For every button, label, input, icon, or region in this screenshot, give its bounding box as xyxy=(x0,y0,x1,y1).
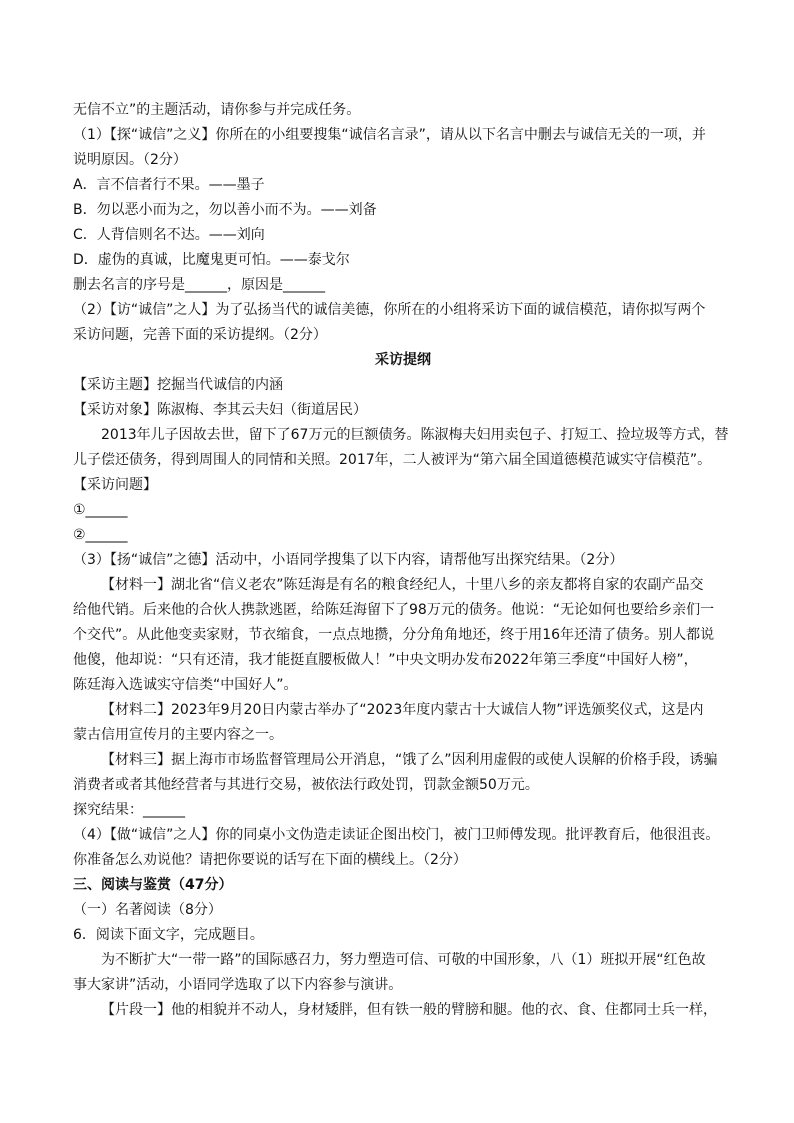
answer-blank-line: 删去名言的序号是______，原因是______ xyxy=(73,277,325,293)
interview-subject: 【采访对象】陈淑梅、李其云夫妇（街道居民） xyxy=(73,402,367,418)
excerpt-1: 【片段一】他的相貌并不动人，身材矮胖，但有铁一般的臂膀和腿。他的衣、食、住都同士兵一样， xyxy=(101,1002,717,1018)
material-1: 【材料一】湖北省“信义老农”陈廷海是有名的粮食经纪人，十里八乡的亲友都将自家的农副产品交 xyxy=(101,577,704,593)
material-3: 【材料三】据上海市市场监督管理局公开消息，“饿了么”因利用虚假的或使人误解的价格手段，诱骗 xyxy=(101,752,718,768)
interview-questions-heading: 【采访问题】 xyxy=(73,477,157,493)
text-line: 陈廷海入选诚实守信类“中国好人”。 xyxy=(73,677,298,693)
option-a: A．言不信者行不果。——墨子 xyxy=(73,177,265,193)
material-2: 【材料二】2023年9月20日内蒙古举办了“2023年度内蒙古十大诚信人物”评选颁奖仪式，这是内 xyxy=(101,702,704,718)
text-line: 个交代”。从此他变卖家财，节衣缩食，一点点地攒，分分角角地还，终于用16年还清了债务。别人都说 xyxy=(73,627,715,643)
question-1-prompt: （1）【探“诚信”之义】你所在的小组要搜集“诚信名言录”，请从以下名言中删去与诚信无关的一项，并 xyxy=(73,127,706,143)
subsection-heading: （一）名著阅读（8分） xyxy=(73,902,222,918)
section-heading: 三、阅读与鉴赏（47分） xyxy=(73,877,233,893)
text-line: 为不断扩大“一带一路”的国际感召力，努力塑造可信、可敬的中国形象，八（1）班拟开展“红色故 xyxy=(101,952,706,968)
option-b: B．勿以恶小而为之，勿以善小而不为。——刘备 xyxy=(73,202,377,218)
text-line: 事大家讲”活动，小语同学选取了以下内容参与演讲。 xyxy=(73,977,403,993)
text-line: 你准备怎么劝说他？请把你要说的话写在下面的横线上。（2分） xyxy=(73,852,467,868)
text-line: 蒙古信用宣传月的主要内容之一。 xyxy=(73,727,283,743)
text-line: 2013年儿子因故去世，留下了67万元的巨额债务。陈淑梅夫妇用卖包子、打短工、捡垃圾等方式，替 xyxy=(101,427,729,443)
question-4-prompt: （4）【做“诚信”之人】你的同桌小文伪造走读证企图出校门，被门卫师傅发现。批评教育后，他很沮丧。 xyxy=(73,827,720,843)
option-c: C．人背信则名不达。——刘向 xyxy=(73,227,265,243)
answer-blank-1: ①______ xyxy=(73,502,128,518)
answer-blank-2: ②______ xyxy=(73,527,128,543)
text-line: 无信不立”的主题活动，请你参与并完成任务。 xyxy=(73,102,361,118)
text-line: 给他代销。后来他的合伙人携款逃匿，给陈廷海留下了98万元的债务。他说：“无论如何也要给乡亲们一 xyxy=(73,602,715,618)
interview-outline-title: 采访提纲 xyxy=(375,352,431,368)
text-line: 采访问题，完善下面的采访提纲。（2分） xyxy=(73,327,327,343)
question-3-prompt: （3）【扬“诚信”之德】活动中，小语同学搜集了以下内容，请帮他写出探究结果。（2分） xyxy=(73,552,624,568)
text-line: 消费者或者其他经营者与其进行交易，被依法行政处罚，罚款金额50万元。 xyxy=(73,777,539,793)
text-line: 说明原因。（2分） xyxy=(73,152,187,168)
option-d: D．虚伪的真诚，比魔鬼更可怕。——泰戈尔 xyxy=(73,252,350,268)
text-line: 他傻，他却说：“只有还清，我才能挺直腰板做人！”中央文明办发布2022年第三季度“中国好人榜”， xyxy=(73,652,698,668)
text-line: 儿子偿还债务，得到周围人的同情和关照。2017年，二人被评为“第六届全国道德模范诚实守信模范”。 xyxy=(73,452,712,468)
question-6-prompt: 6．阅读下面文字，完成题目。 xyxy=(73,927,264,943)
question-2-prompt: （2）【访“诚信”之人】为了弘扬当代的诚信美德，你所在的小组将采访下面的诚信模范，请你拟写两个 xyxy=(73,302,706,318)
answer-blank-line: 探究结果：______ xyxy=(73,802,185,818)
interview-topic: 【采访主题】挖掘当代诚信的内涵 xyxy=(73,377,283,393)
